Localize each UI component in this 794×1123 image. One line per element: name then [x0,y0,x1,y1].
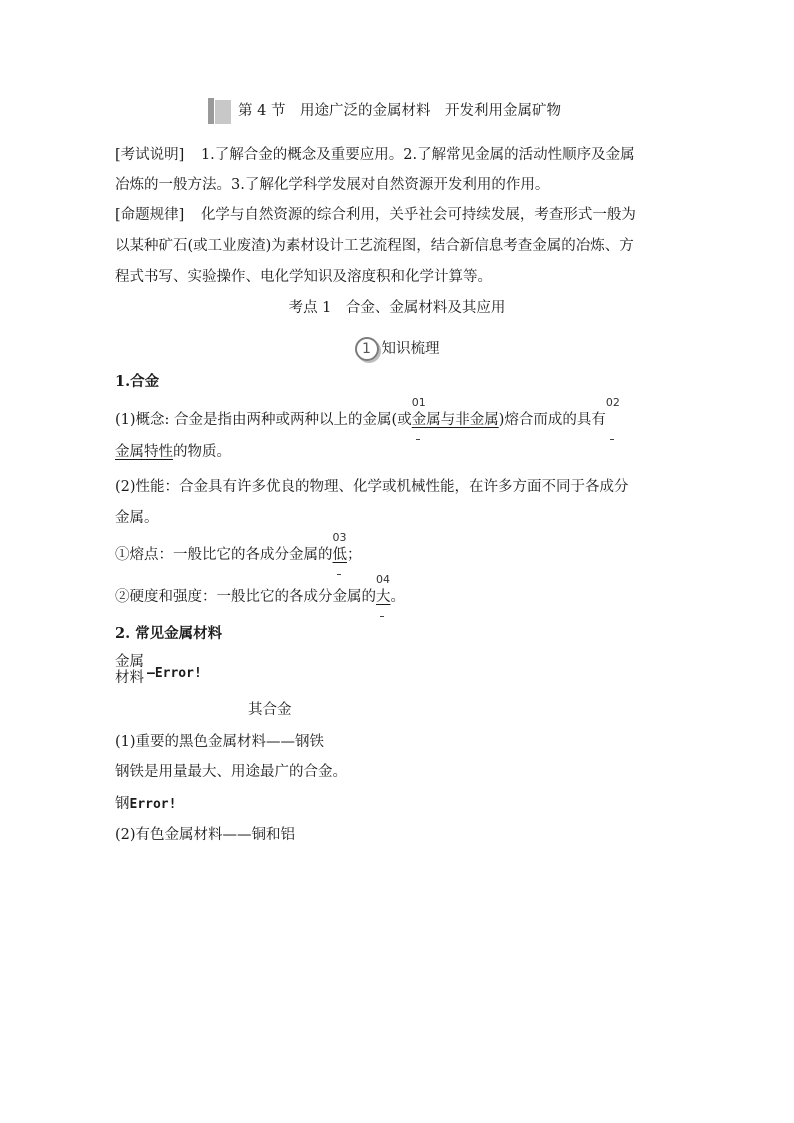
steel-prefix: 钢 [115,796,130,812]
steel-line [115,794,682,815]
materials-stack-top: 金属 [115,654,144,670]
circled-number-icon: 1 [355,337,379,361]
blank-02-answer: 金属特性 [115,444,173,460]
exam-note-label: [考试说明] [115,147,185,163]
book-icon [208,98,230,124]
blank-answer: 金属与非金属 [411,412,499,428]
error-text-2: Error! [129,797,177,812]
materials-heading: 2. 常见金属材料 [115,625,223,642]
alloy-concept-line-2 [115,442,682,462]
exam-note-line-1 [115,145,682,165]
blank-number: 04 [376,573,390,586]
section-title-text: 第 4 节 用途广泛的金属材料 开发利用金属矿物 [238,103,561,119]
error-text-1: —Error! [147,666,202,681]
hardness-line [115,573,682,607]
knowledge-badge [0,337,794,361]
section-title [208,98,682,124]
blank-answer: 大 [376,589,391,605]
melting-suffix: ； [347,547,362,563]
ferrous-title: (1)重要的黑色金属材料——钢铁 [115,734,325,750]
blank-number: 03 [332,531,347,544]
hardness-suffix: 。 [390,589,405,605]
pattern-label: [命题规律] [115,207,185,223]
knowledge-badge-label: 知识梳理 [381,341,440,357]
pattern-line-3: 程式书写、实验操作、电化学知识及溶度积和化学计算等。 [115,269,492,285]
melting-prefix: ①熔点：一般比它的各成分金属的 [115,547,333,563]
alloy-heading: 1.合金 [115,373,160,390]
hardness-prefix: ②硬度和强度：一般比它的各成分金属的 [115,589,376,605]
exam-note-line-2: 冶炼的一般方法。3.了解化学科学发展对自然资源开发利用的作用。 [115,177,550,193]
materials-stack-bottom: 材料 [115,670,144,686]
alloy-concept-line-1 [115,396,682,430]
exam-note-text-1: 1.了解合金的概念及重要应用。2.了解常见金属的活动性顺序及金属 [200,147,635,163]
answer-blank-03 [332,531,348,565]
answer-blank-04 [376,573,391,607]
alloy-property-line-2: 金属。 [115,510,159,526]
topic-title: 考点 1 合金、金属材料及其应用 [288,300,506,316]
pattern-line-2: 以某种矿石(或工业废渣)为素材设计工艺流程图，结合新信息考查金属的冶炼、方 [115,238,634,254]
alloy-property-line-1: (2)性能：合金具有许多优良的物理、化学或机械性能，在许多方面不同于各成分 [115,479,629,495]
alloy-concept-prefix: (1)概念: 合金是指由两种或两种以上的金属(或 [115,412,412,428]
blank-number: 02 [605,396,620,409]
melting-point-line [115,531,682,565]
pattern-line-1 [115,205,682,225]
answer-blank-01 [411,396,499,430]
nonferrous-title: (2)有色金属材料——铜和铝 [115,827,296,843]
alloy-concept-suffix: 的物质。 [173,444,231,460]
pattern-text-1: 化学与自然资源的综合利用，关乎社会可持续发展，考查形式一般为 [200,207,636,223]
blank-number: 01 [411,396,426,409]
ferrous-desc: 钢铁是用量最大、用途最广的合金。 [115,764,347,780]
its-alloy-label: 其合金 [248,702,292,718]
alloy-concept-mid: )熔合而成的具有 [498,412,606,428]
blank-answer: 低 [332,547,347,563]
